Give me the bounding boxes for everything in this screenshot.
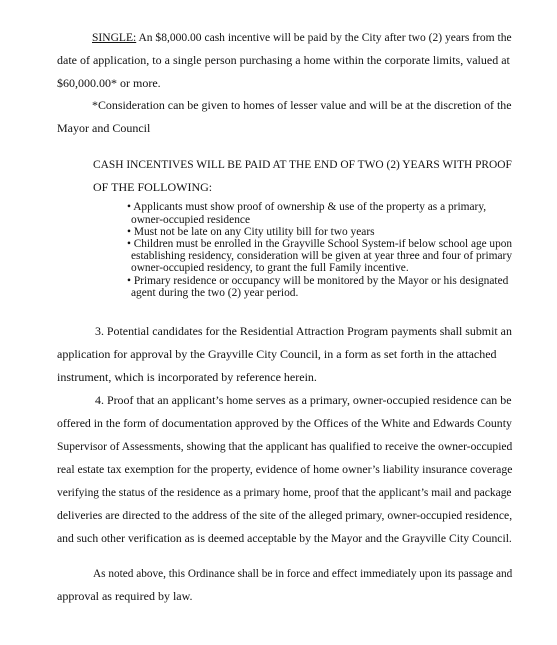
single-label: SINGLE: bbox=[92, 30, 137, 44]
single-paragraph-line-3: $60,000.00* or more. bbox=[57, 76, 161, 90]
item-4-line-2: offered in the form of documentation approved by the Offices of the White and Edwards County bbox=[57, 416, 512, 430]
item-3-line-2: application for approval by the Grayville City Council, in a form as set forth in the attached bbox=[57, 347, 497, 361]
cash-incentives-heading-line-1: CASH INCENTIVES WILL BE PAID AT THE END OF TWO (2) YEARS WITH PROOF bbox=[93, 157, 512, 171]
bullet-item-continuation: owner-occupied residency, to grant the full Family incentive. bbox=[131, 262, 409, 274]
bullet-item: • Must not be late on any City utility bill for two years bbox=[127, 226, 375, 238]
bullet-item: • Children must be enrolled in the Grayville School System-if below school age upon bbox=[127, 238, 512, 250]
bullet-item-continuation: owner-occupied residence bbox=[131, 214, 250, 226]
bullet-item: • Applicants must show proof of ownership & use of the property as a primary, bbox=[127, 201, 487, 213]
item-4-line-6: deliveries are directed to the address of the site of the alleged primary, owner-occupied residence, bbox=[57, 508, 513, 522]
closing-line-1: As noted above, this Ordinance shall be in force and effect immediately upon its passage and bbox=[93, 566, 513, 580]
bullet-item-continuation: agent during the two (2) year period. bbox=[131, 287, 299, 299]
single-paragraph-line-1 bbox=[92, 30, 512, 44]
item-3-line-1: 3. Potential candidates for the Residential Attraction Program payments shall submit an bbox=[95, 324, 512, 338]
item-3-line-3: instrument, which is incorporated by reference herein. bbox=[57, 370, 317, 384]
single-paragraph-line-2: date of application, to a single person purchasing a home within the corporate limits, valued at bbox=[57, 53, 510, 67]
item-4-line-1: 4. Proof that an applicant’s home serves as a primary, owner-occupied residence can be bbox=[95, 393, 512, 407]
single-text: An $8,000.00 cash incentive will be paid by the City after two (2) years from the bbox=[136, 30, 512, 44]
item-4-line-7: and such other verification as is deemed acceptable by the Mayor and the Grayville City Council. bbox=[57, 531, 512, 545]
cash-incentives-heading-line-2: OF THE FOLLOWING: bbox=[93, 180, 213, 194]
consideration-note-line-1: *Consideration can be given to homes of lesser value and will be at the discretion of the bbox=[92, 98, 512, 112]
bullet-item-continuation: establishing residency, consideration will be given at year three and four of primary bbox=[131, 250, 513, 262]
item-4-line-3: Supervisor of Assessments, showing that the applicant has qualified to receive the owner-occupied bbox=[57, 439, 513, 453]
item-4-line-4: real estate tax exemption for the property, evidence of home owner’s liability insurance coverage bbox=[57, 462, 513, 476]
consideration-note-line-2: Mayor and Council bbox=[57, 121, 151, 135]
bullet-item: • Primary residence or occupancy will be monitored by the Mayor or his designated bbox=[127, 275, 509, 287]
closing-line-2: approval as required by law. bbox=[57, 589, 193, 603]
item-4-line-5: verifying the status of the residence as a primary home, proof that the applicant’s mail and package bbox=[57, 485, 512, 499]
